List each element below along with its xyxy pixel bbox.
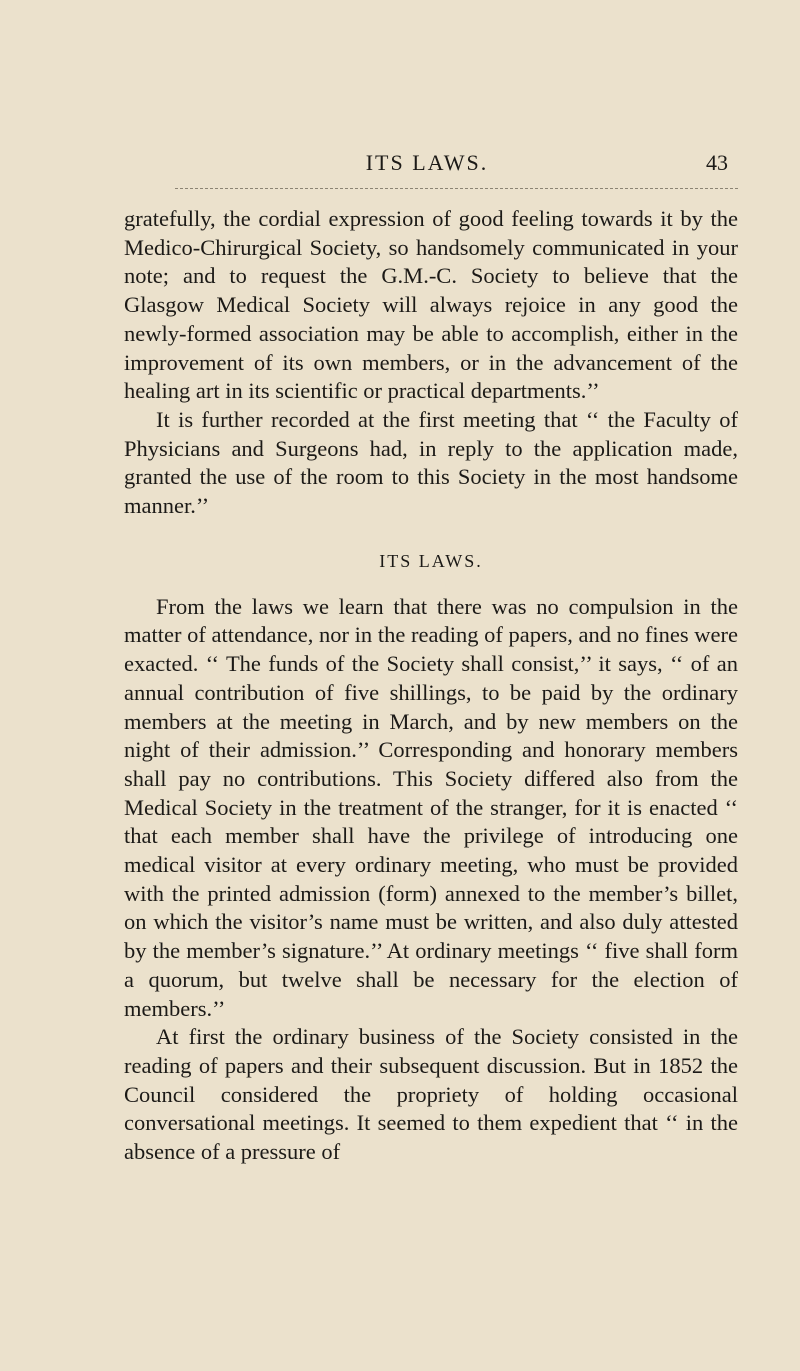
- paragraph-continued: gratefully, the cordial expression of good feeling towards it by the Medico-Chirurgical Society, so handsomely communicated in your note; and to request the G.M.-C. Society to believe that the Glasgow Medical Society will always rejoice in any good the newly-formed association may be able to accomplish, either in the improvement of its own members, or in the advancement of the healing art in its scientific or practical departments.’’: [124, 206, 738, 404]
- section-heading: ITS LAWS.: [379, 550, 483, 571]
- running-title: ITS LAWS.: [365, 150, 489, 175]
- paragraph-business: At first the ordinary business of the Society consisted in the reading of papers and their subsequent discussion. But in 1852 the Council considered the propriety of holding occasional conversational meetings. It seemed to them expedient that ‘‘ in the absence of a pressure of: [124, 1024, 738, 1165]
- paragraph-laws: From the laws we learn that there was no compulsion in the matter of attendance, nor in the reading of papers, and no fines were exacted. ‘‘ The funds of the Society shall consist,’’ it says, ‘‘ of an annual contribution of five shillings, to be paid by the ordinary members at the meeting in March, and by new members on the night of their admission.’’ Corresponding and honorary members shall pay no contributions. This Society differed also from the Medical Society in the treatment of the stranger, for it is enacted ‘‘ that each member shall have the privilege of introducing one medical visitor at every ordinary meeting, who must be provided with the printed admission (form) annexed to the member’s billet, on which the visitor’s name must be written, and also duly attested by the member’s signature.’’ At ordinary meetings ‘‘ five shall form a quorum, but twelve shall be necessary for the election of members.’’: [124, 593, 738, 1021]
- header-rule: [175, 188, 738, 189]
- page-number: 43: [706, 150, 728, 175]
- paragraph-first-meeting: It is further recorded at the first meeting that ‘‘ the Faculty of Physicians and Surgeons had, in reply to the application made, granted the use of the room to this Society in the most handsome manner.’’: [124, 406, 738, 519]
- body-text: [124, 205, 738, 1167]
- running-header: [126, 150, 728, 184]
